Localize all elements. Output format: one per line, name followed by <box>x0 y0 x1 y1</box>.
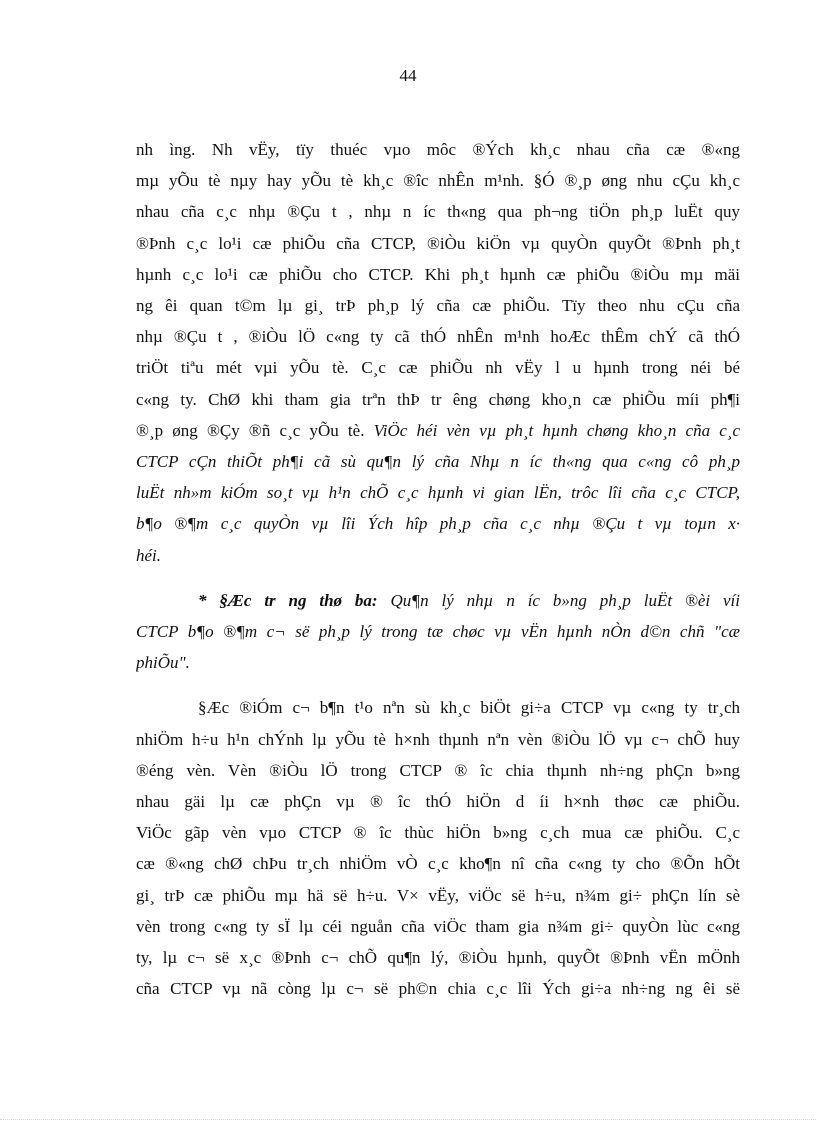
document-body <box>136 134 740 1018</box>
text-line: ty, lµ c¬ së x¸c ®Þnh c¬ chÕ qu¶n lý, ®iÒu hµnh, quyÕt ®Þnh vËn mÖnh <box>136 948 740 968</box>
text-line: nhµ ®Çu t , ®iÒu lÖ c«ng ty cã thÓ nhÊn m¹nh hoÆc thÊm chÝ cã thÓ <box>136 327 740 347</box>
text-line: nhau gäi lµ cæ phÇn vµ ® îc thÓ hiÖn d íi h×nh thøc cæ phiÕu. <box>136 792 740 812</box>
text-line: c«ng ty. ChØ khi tham gia trªn thÞ tr êng chøng kho¸n cæ phiÕu míi ph¶i <box>136 389 740 409</box>
text-line: nhiÖm h÷u h¹n chÝnh lµ yÕu tè h×nh thµnh nªn vèn ®iÒu lÖ vµ c¬ chÕ huy <box>136 729 740 749</box>
text-line: ng êi quan t©m lµ gi¸ trÞ ph¸p lý cña cæ phiÕu. Tïy theo nhu cÇu cña <box>136 296 740 316</box>
text-line: mµ yÕu tè nµy hay yÕu tè kh¸c ®îc nhÊn m¹nh. §Ó ®¸p øng nhu cÇu kh¸c <box>136 171 740 191</box>
italic-run: Qu¶n lý nhµ n íc b»ng ph¸p luËt ®èi víi <box>377 590 740 610</box>
page-bottom-divider <box>0 1119 816 1120</box>
italic-line: b¶o ®¶m c¸c quyÒn vµ lîi Ých hîp ph¸p cña c¸c nhµ ®Çu t vµ toµn x· <box>136 514 740 534</box>
paragraph-1 <box>136 134 740 571</box>
text-line: nhau cña c¸c nhµ ®Çu t , nhµ n íc th«ng qua ph¬ng tiÖn ph¸p luËt quy <box>136 202 740 222</box>
italic-line: héi. <box>136 545 162 565</box>
text-line: ®Þnh c¸c lo¹i cæ phiÕu cña CTCP, ®iÒu kiÖn vµ quyÒn quyÕt ®Þnh ph¸t <box>136 233 740 253</box>
text-line: cæ ®«ng chØ chÞu tr¸ch nhiÖm vÒ c¸c kho¶n nî cña c«ng ty cho ®Õn hÕt <box>136 854 740 874</box>
italic-line: CTCP b¶o ®¶m c¬ së ph¸p lý trong tæ chøc vµ vËn hµnh nÒn d©n chñ "cæ <box>136 622 740 642</box>
page-number: 44 <box>399 66 417 85</box>
text-line: ViÖc gãp vèn vµo CTCP ® îc thùc hiÖn b»ng c¸ch mua cæ phiÕu. C¸c <box>136 823 740 843</box>
italic-line: CTCP cÇn thiÕt ph¶i cã sù qu¶n lý cña Nhµ n íc th«ng qua c«ng cô ph¸p <box>136 452 740 472</box>
italic-run: ViÖc héi vèn vµ ph¸t hµnh chøng kho¸n cña c¸c <box>373 420 740 440</box>
text-line: gi¸ trÞ cæ phiÕu mµ hä së h÷u. V× vËy, viÖc së h÷u, n¾m gi÷ phÇn lín sè <box>136 885 740 905</box>
text-line: hµnh c¸c lo¹i cæ phiÕu cho CTCP. Khi ph¸t hµnh cæ phiÕu ®iÒu mµ mäi <box>136 264 740 284</box>
text-line: cña CTCP vµ nã còng lµ c¬ së ph©n chia c¸c lîi Ých gi÷a nh÷ng ng êi së <box>136 979 740 999</box>
italic-line: phiÕu". <box>136 653 190 673</box>
text-line-mixed <box>136 585 740 616</box>
section-lead: * §Æc tr ng thø ba: <box>198 590 378 610</box>
text-line: vèn trong c«ng ty sÏ lµ céi nguån cña viÖc tham gia n¾m gi÷ quyÒn lùc c«ng <box>136 916 740 936</box>
text-line-mixed <box>136 415 740 446</box>
italic-line: luËt nh»m kiÓm so¸t vµ h¹n chÕ c¸c hµnh vi gian lËn, trôc lîi cña c¸c CTCP, <box>136 483 740 503</box>
text-line: triÖt tiªu mét vµi yÕu tè. C¸c cæ phiÕu nh vËy l u hµnh trong néi bé <box>136 358 740 378</box>
paragraph-3 <box>136 692 740 1004</box>
text-line: §Æc ®iÓm c¬ b¶n t¹o nªn sù kh¸c biÖt gi÷a CTCP vµ c«ng ty tr¸ch <box>198 698 740 718</box>
text-line: ®éng vèn. Vèn ®iÒu lÖ trong CTCP ® îc chia thµnh nh÷ng phÇn b»ng <box>136 760 740 780</box>
text-line: nh ìng. Nh vËy, tïy thuéc vµo môc ®Ých kh¸c nhau cña cæ ®«ng <box>136 140 740 159</box>
text-run: ®¸p øng ®Çy ®ñ c¸c yÕu tè. <box>136 420 365 440</box>
paragraph-2 <box>136 585 740 679</box>
